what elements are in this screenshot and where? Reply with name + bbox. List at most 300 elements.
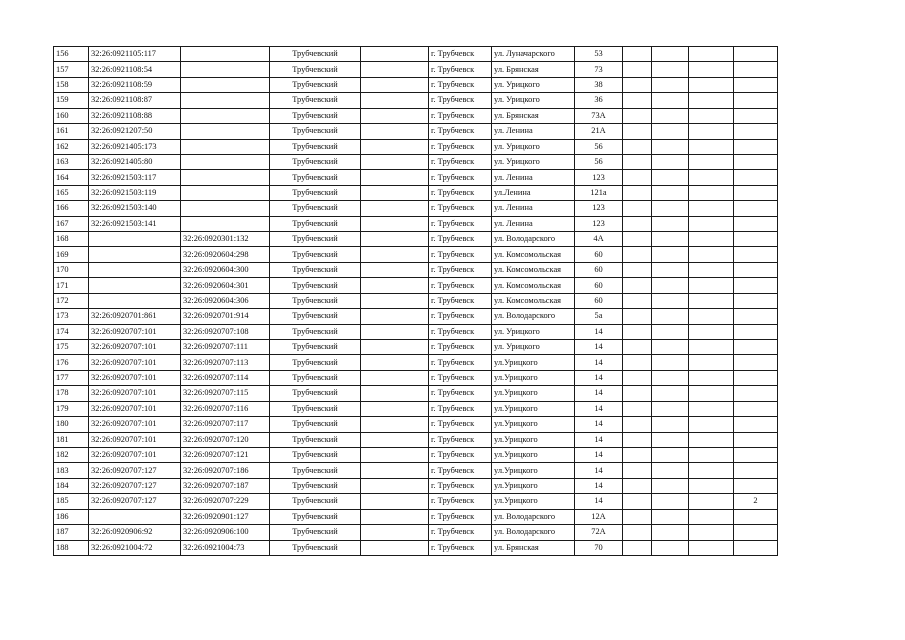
street-cell: ул.Урицкого [492,370,575,385]
city-cell: г. Трубчевск [429,139,492,154]
row-number-cell: 161 [54,124,89,139]
table-row [54,154,778,169]
empty-cell [689,216,734,231]
table-body [54,47,778,556]
cadastral-number-cell [89,232,181,247]
empty-cell [652,201,689,216]
note-cell [734,170,778,185]
district-cell: Трубчевский [270,463,361,478]
table-row [54,370,778,385]
street-cell: ул. Комсомольская [492,293,575,308]
street-cell: ул. Урицкого [492,139,575,154]
empty-cell [361,494,429,509]
empty-cell [689,139,734,154]
empty-cell [623,478,652,493]
note-cell [734,386,778,401]
table-row [54,170,778,185]
table-row [54,124,778,139]
house-number-cell: 21А [575,124,623,139]
note-cell [734,216,778,231]
city-cell: г. Трубчевск [429,324,492,339]
empty-cell [361,370,429,385]
city-cell: г. Трубчевск [429,309,492,324]
empty-cell [689,494,734,509]
district-cell: Трубчевский [270,509,361,524]
building-cadastral-number-cell: 32:26:0920707:121 [181,447,270,462]
district-cell: Трубчевский [270,293,361,308]
building-cadastral-number-cell: 32:26:0921004:73 [181,540,270,555]
empty-cell [689,370,734,385]
table-row [54,278,778,293]
empty-cell [689,108,734,123]
building-cadastral-number-cell: 32:26:0920901:127 [181,509,270,524]
city-cell: г. Трубчевск [429,216,492,231]
empty-cell [652,170,689,185]
house-number-cell: 14 [575,370,623,385]
cadastral-number-cell: 32:26:0921004:72 [89,540,181,555]
empty-cell [361,154,429,169]
house-number-cell: 123 [575,216,623,231]
document-page [53,46,778,556]
building-cadastral-number-cell [181,108,270,123]
empty-cell [623,62,652,77]
empty-cell [623,463,652,478]
city-cell: г. Трубчевск [429,108,492,123]
table-row [54,232,778,247]
empty-cell [652,47,689,62]
empty-cell [361,201,429,216]
cadastral-number-cell: 32:26:0921503:141 [89,216,181,231]
empty-cell [652,93,689,108]
house-number-cell: 14 [575,386,623,401]
district-cell: Трубчевский [270,170,361,185]
empty-cell [623,494,652,509]
note-cell [734,370,778,385]
table-row [54,540,778,555]
district-cell: Трубчевский [270,262,361,277]
cadastral-number-cell: 32:26:0921105:117 [89,47,181,62]
note-cell [734,463,778,478]
table-row [54,401,778,416]
city-cell: г. Трубчевск [429,232,492,247]
cadastral-number-cell: 32:26:0920707:127 [89,478,181,493]
empty-cell [652,417,689,432]
house-number-cell: 14 [575,432,623,447]
empty-cell [652,77,689,92]
city-cell: г. Трубчевск [429,262,492,277]
empty-cell [361,401,429,416]
table-row [54,47,778,62]
building-cadastral-number-cell [181,93,270,108]
city-cell: г. Трубчевск [429,154,492,169]
row-number-cell: 185 [54,494,89,509]
cadastral-number-cell: 32:26:0920707:127 [89,463,181,478]
empty-cell [361,62,429,77]
empty-cell [689,324,734,339]
city-cell: г. Трубчевск [429,417,492,432]
district-cell: Трубчевский [270,247,361,262]
empty-cell [689,509,734,524]
street-cell: ул.Урицкого [492,463,575,478]
empty-cell [623,201,652,216]
house-number-cell: 73А [575,108,623,123]
empty-cell [361,185,429,200]
building-cadastral-number-cell: 32:26:0920906:100 [181,525,270,540]
row-number-cell: 157 [54,62,89,77]
note-cell [734,432,778,447]
house-number-cell: 36 [575,93,623,108]
row-number-cell: 156 [54,47,89,62]
street-cell: ул.Урицкого [492,355,575,370]
building-cadastral-number-cell: 32:26:0920707:120 [181,432,270,447]
district-cell: Трубчевский [270,355,361,370]
note-cell [734,309,778,324]
building-cadastral-number-cell: 32:26:0920707:186 [181,463,270,478]
empty-cell [652,124,689,139]
house-number-cell: 5а [575,309,623,324]
row-number-cell: 169 [54,247,89,262]
empty-cell [361,216,429,231]
cadastral-number-cell: 32:26:0920707:101 [89,386,181,401]
note-cell [734,401,778,416]
note-cell: 2 [734,494,778,509]
house-number-cell: 123 [575,201,623,216]
district-cell: Трубчевский [270,77,361,92]
empty-cell [689,154,734,169]
row-number-cell: 176 [54,355,89,370]
note-cell [734,540,778,555]
empty-cell [623,525,652,540]
row-number-cell: 186 [54,509,89,524]
empty-cell [652,139,689,154]
building-cadastral-number-cell [181,154,270,169]
empty-cell [623,185,652,200]
district-cell: Трубчевский [270,216,361,231]
cadastral-number-cell: 32:26:0920707:127 [89,494,181,509]
note-cell [734,247,778,262]
empty-cell [623,47,652,62]
note-cell [734,355,778,370]
empty-cell [361,355,429,370]
empty-cell [361,108,429,123]
empty-cell [623,278,652,293]
city-cell: г. Трубчевск [429,509,492,524]
empty-cell [623,293,652,308]
empty-cell [652,216,689,231]
empty-cell [689,432,734,447]
district-cell: Трубчевский [270,201,361,216]
empty-cell [623,401,652,416]
note-cell [734,185,778,200]
house-number-cell: 53 [575,47,623,62]
cadastral-number-cell: 32:26:0920707:101 [89,370,181,385]
city-cell: г. Трубчевск [429,278,492,293]
street-cell: ул.Урицкого [492,401,575,416]
empty-cell [689,386,734,401]
district-cell: Трубчевский [270,540,361,555]
empty-cell [652,309,689,324]
empty-cell [361,447,429,462]
street-cell: ул. Ленина [492,124,575,139]
empty-cell [652,185,689,200]
empty-cell [689,262,734,277]
house-number-cell: 14 [575,324,623,339]
empty-cell [652,278,689,293]
empty-cell [623,340,652,355]
street-cell: ул. Ленина [492,201,575,216]
note-cell [734,93,778,108]
row-number-cell: 165 [54,185,89,200]
cadastral-number-cell [89,509,181,524]
building-cadastral-number-cell: 32:26:0920707:229 [181,494,270,509]
building-cadastral-number-cell [181,62,270,77]
district-cell: Трубчевский [270,478,361,493]
table-row [54,216,778,231]
row-number-cell: 159 [54,93,89,108]
street-cell: ул. Урицкого [492,340,575,355]
empty-cell [652,355,689,370]
empty-cell [623,93,652,108]
city-cell: г. Трубчевск [429,370,492,385]
street-cell: ул. Урицкого [492,154,575,169]
street-cell: ул.Урицкого [492,494,575,509]
empty-cell [689,355,734,370]
street-cell: ул.Урицкого [492,432,575,447]
city-cell: г. Трубчевск [429,340,492,355]
empty-cell [652,401,689,416]
city-cell: г. Трубчевск [429,47,492,62]
empty-cell [623,139,652,154]
empty-cell [623,417,652,432]
empty-cell [689,463,734,478]
empty-cell [652,463,689,478]
cadastral-number-cell: 32:26:0920707:101 [89,355,181,370]
empty-cell [652,509,689,524]
note-cell [734,232,778,247]
empty-cell [361,278,429,293]
cadastral-number-cell [89,262,181,277]
table-row [54,417,778,432]
empty-cell [689,293,734,308]
street-cell: ул. Урицкого [492,77,575,92]
building-cadastral-number-cell [181,201,270,216]
empty-cell [361,77,429,92]
empty-cell [652,324,689,339]
cadastral-number-cell: 32:26:0921108:54 [89,62,181,77]
empty-cell [689,401,734,416]
city-cell: г. Трубчевск [429,355,492,370]
note-cell [734,108,778,123]
building-cadastral-number-cell: 32:26:0920301:132 [181,232,270,247]
city-cell: г. Трубчевск [429,293,492,308]
district-cell: Трубчевский [270,432,361,447]
district-cell: Трубчевский [270,370,361,385]
cadastral-number-cell: 32:26:0921503:119 [89,185,181,200]
empty-cell [652,340,689,355]
empty-cell [361,324,429,339]
empty-cell [652,478,689,493]
district-cell: Трубчевский [270,340,361,355]
cadastral-number-cell: 32:26:0921108:87 [89,93,181,108]
row-number-cell: 179 [54,401,89,416]
row-number-cell: 158 [54,77,89,92]
note-cell [734,62,778,77]
empty-cell [361,386,429,401]
city-cell: г. Трубчевск [429,247,492,262]
row-number-cell: 182 [54,447,89,462]
note-cell [734,47,778,62]
building-cadastral-number-cell: 32:26:0920707:117 [181,417,270,432]
empty-cell [652,262,689,277]
district-cell: Трубчевский [270,47,361,62]
empty-cell [689,417,734,432]
empty-cell [689,278,734,293]
empty-cell [623,386,652,401]
empty-cell [652,247,689,262]
house-number-cell: 14 [575,463,623,478]
note-cell [734,509,778,524]
table-row [54,509,778,524]
cadastral-number-cell: 32:26:0920701:861 [89,309,181,324]
building-cadastral-number-cell: 32:26:0920604:298 [181,247,270,262]
district-cell: Трубчевский [270,108,361,123]
building-cadastral-number-cell: 32:26:0920707:108 [181,324,270,339]
empty-cell [689,201,734,216]
house-number-cell: 56 [575,139,623,154]
building-cadastral-number-cell [181,170,270,185]
cadastral-number-cell: 32:26:0921503:117 [89,170,181,185]
house-number-cell: 72А [575,525,623,540]
table-row [54,324,778,339]
table-row [54,108,778,123]
table-row [54,494,778,509]
cadastral-number-cell: 32:26:0920707:101 [89,324,181,339]
empty-cell [361,417,429,432]
district-cell: Трубчевский [270,154,361,169]
cadastral-number-cell: 32:26:0920707:101 [89,401,181,416]
empty-cell [361,93,429,108]
building-cadastral-number-cell: 32:26:0920707:114 [181,370,270,385]
row-number-cell: 181 [54,432,89,447]
empty-cell [623,262,652,277]
empty-cell [623,216,652,231]
street-cell: ул. Брянская [492,540,575,555]
district-cell: Трубчевский [270,417,361,432]
street-cell: ул. Володарского [492,309,575,324]
empty-cell [361,232,429,247]
note-cell [734,201,778,216]
house-number-cell: 60 [575,278,623,293]
empty-cell [623,170,652,185]
table-row [54,293,778,308]
building-cadastral-number-cell: 32:26:0920604:300 [181,262,270,277]
city-cell: г. Трубчевск [429,401,492,416]
city-cell: г. Трубчевск [429,463,492,478]
house-number-cell: 14 [575,417,623,432]
empty-cell [689,47,734,62]
building-cadastral-number-cell [181,185,270,200]
street-cell: ул. Комсомольская [492,278,575,293]
city-cell: г. Трубчевск [429,494,492,509]
empty-cell [623,370,652,385]
cadastral-number-cell: 32:26:0920707:101 [89,447,181,462]
table-row [54,247,778,262]
cadastral-number-cell: 32:26:0921503:140 [89,201,181,216]
district-cell: Трубчевский [270,278,361,293]
row-number-cell: 180 [54,417,89,432]
cadastral-number-cell: 32:26:0920707:101 [89,432,181,447]
street-cell: ул.Урицкого [492,447,575,462]
empty-cell [623,232,652,247]
street-cell: ул. Луначарского [492,47,575,62]
cadastral-number-cell: 32:26:0921405:173 [89,139,181,154]
empty-cell [689,309,734,324]
city-cell: г. Трубчевск [429,540,492,555]
empty-cell [623,309,652,324]
empty-cell [652,293,689,308]
house-number-cell: 60 [575,262,623,277]
empty-cell [361,478,429,493]
empty-cell [689,540,734,555]
empty-cell [689,185,734,200]
row-number-cell: 168 [54,232,89,247]
empty-cell [652,525,689,540]
table-row [54,447,778,462]
district-cell: Трубчевский [270,494,361,509]
city-cell: г. Трубчевск [429,478,492,493]
city-cell: г. Трубчевск [429,170,492,185]
district-cell: Трубчевский [270,124,361,139]
note-cell [734,340,778,355]
row-number-cell: 162 [54,139,89,154]
building-cadastral-number-cell: 32:26:0920707:115 [181,386,270,401]
empty-cell [652,108,689,123]
row-number-cell: 187 [54,525,89,540]
district-cell: Трубчевский [270,93,361,108]
empty-cell [689,247,734,262]
building-cadastral-number-cell: 32:26:0920604:306 [181,293,270,308]
row-number-cell: 160 [54,108,89,123]
district-cell: Трубчевский [270,62,361,77]
empty-cell [361,47,429,62]
note-cell [734,478,778,493]
empty-cell [623,447,652,462]
empty-cell [623,154,652,169]
house-number-cell: 14 [575,355,623,370]
street-cell: ул. Комсомольская [492,247,575,262]
table-row [54,93,778,108]
note-cell [734,447,778,462]
city-cell: г. Трубчевск [429,93,492,108]
row-number-cell: 188 [54,540,89,555]
street-cell: ул. Володарского [492,232,575,247]
note-cell [734,324,778,339]
table-row [54,309,778,324]
cadastral-number-cell [89,247,181,262]
empty-cell [689,525,734,540]
empty-cell [361,124,429,139]
district-cell: Трубчевский [270,324,361,339]
house-number-cell: 60 [575,293,623,308]
empty-cell [689,93,734,108]
empty-cell [361,525,429,540]
city-cell: г. Трубчевск [429,77,492,92]
note-cell [734,139,778,154]
street-cell: ул. Урицкого [492,93,575,108]
note-cell [734,262,778,277]
row-number-cell: 164 [54,170,89,185]
cadastral-number-cell: 32:26:0920707:101 [89,417,181,432]
